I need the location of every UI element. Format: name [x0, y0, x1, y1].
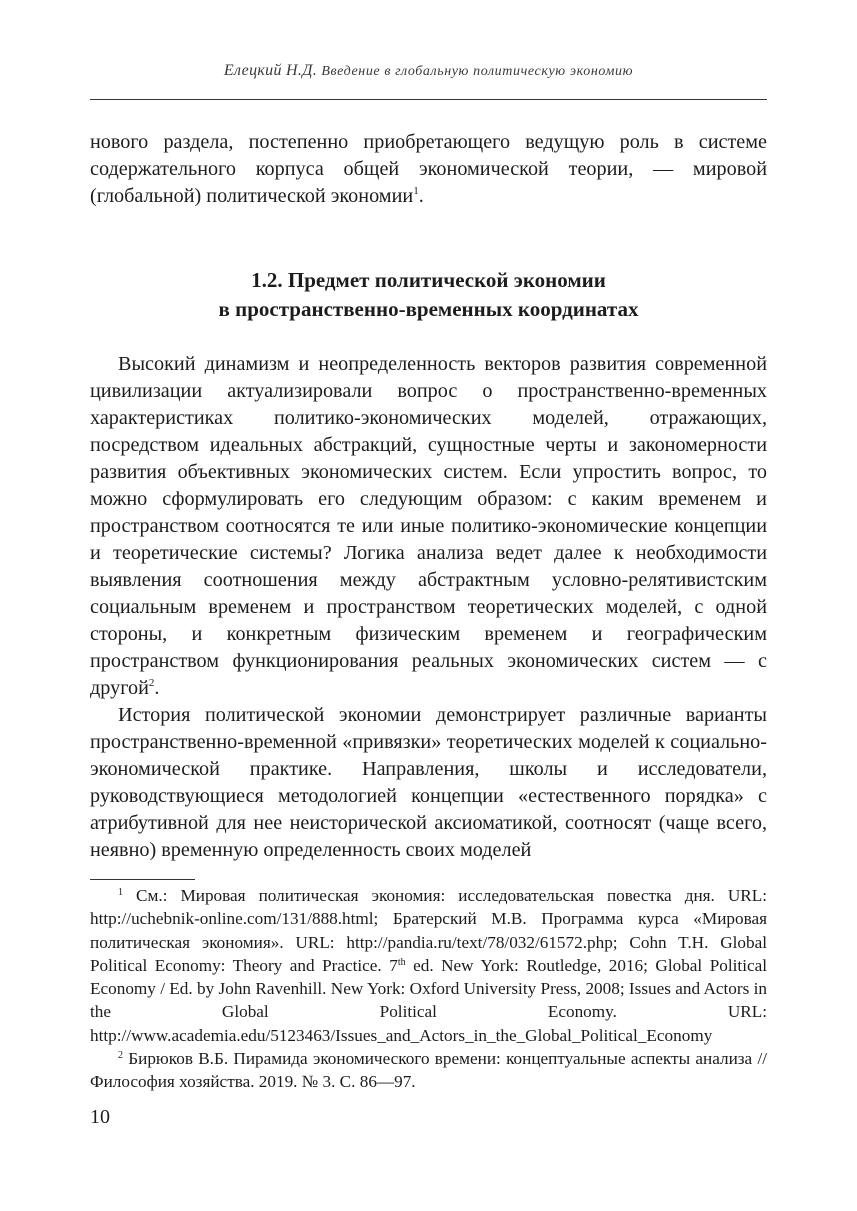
footnote-1-text-a: См.: Мировая политическая экономия: исследовательская повестка дня. URL: http://uchebnik-online.com/131/888.html; Братерский М.В. Программа курса «Мировая политическая экономия». URL: http://pandia.ru/text/78/032/61572.php; Cohn T.H. Global Political Economy: Theory and Practice. 7 [90, 886, 768, 975]
running-head-author: Елецкий Н.Д. [223, 62, 317, 79]
footnote-ref-1[interactable]: 1 [413, 185, 419, 197]
running-head-title: Введение в глобальную политическую экономию [321, 64, 634, 79]
paragraph-2 [90, 702, 767, 864]
section-body [90, 351, 767, 864]
footnote-2 [90, 1047, 767, 1094]
continuation-tail: . [418, 185, 424, 207]
footnote-rule [90, 879, 195, 880]
running-head [90, 62, 767, 80]
section-heading-line-2: в пространственно-временных координатах [218, 297, 639, 321]
footnotes [90, 884, 767, 1094]
paragraph-2-text: История политической экономии демонстрирует различные варианты пространственно-временной «привязки» теоретических моделей к социально-экономической практике. Направления, школы и исследователи, руководствующиеся методологией концепции «естественного порядка» с атрибутивной для нее неисторической аксиоматикой, соотносят (чаще всего, неявно) временную определенность своих моделей [90, 704, 767, 861]
header-rule [90, 99, 767, 100]
paragraph-1-tail: . [154, 677, 160, 699]
footnote-2-number: 2 [118, 1050, 123, 1062]
section-heading-line-1: 1.2. Предмет политической экономии [251, 268, 606, 292]
footnote-ref-2[interactable]: 2 [148, 677, 155, 689]
paragraph-1-text: Высокий динамизм и неопределенность векторов развития современной цивилизации актуализировали вопрос о пространственно-временных характеристиках политико-экономических моделей, отражающих, посредством идеальных абстракций, сущностные черты и закономерности развития объективных экономических систем. Если упростить вопрос, то можно сформулировать его следующим образом: с каким временем и пространством соотносятся те или иные политико-экономические концепции и теоретические системы? Логика анализа ведет далее к необходимости выявления соотношения между абстрактным условно-релятивистским социальным временем и пространством теоретических моделей, с одной стороны, и конкретным физическим временем и географическим пространством функционирования реальных экономических систем — с другой [90, 353, 767, 699]
section-heading [90, 266, 767, 324]
footnote-1-number: 1 [118, 887, 123, 898]
continuation-text: нового раздела, постепенно приобретающего ведущую роль в системе содержательного корпуса общей экономической теории, — мировой (глобальной) политической экономии [90, 131, 767, 207]
paragraph-1 [90, 351, 767, 702]
footnote-1-text-b: ed. New York: Routledge, 2016; Global Political Economy / Ed. by John Ravenhill. New York: Oxford University Press, 2008; Issues and Actors in the Global Political Economy. URL: http://www.academia.edu/5123463/Issues_and_Actors_in_the_Global_Political_Economy [90, 955, 767, 1045]
page-number: 10 [90, 1106, 110, 1128]
footnote-2-text: Бирюков В.Б. Пирамида экономического времени: концептуальные аспекты анализа // Философия хозяйства. 2019. № 3. С. 86—97. [90, 1049, 767, 1092]
footnote-1-ordinal: th [397, 956, 406, 968]
footnote-1 [90, 884, 767, 1047]
continuation-paragraph [90, 129, 767, 210]
